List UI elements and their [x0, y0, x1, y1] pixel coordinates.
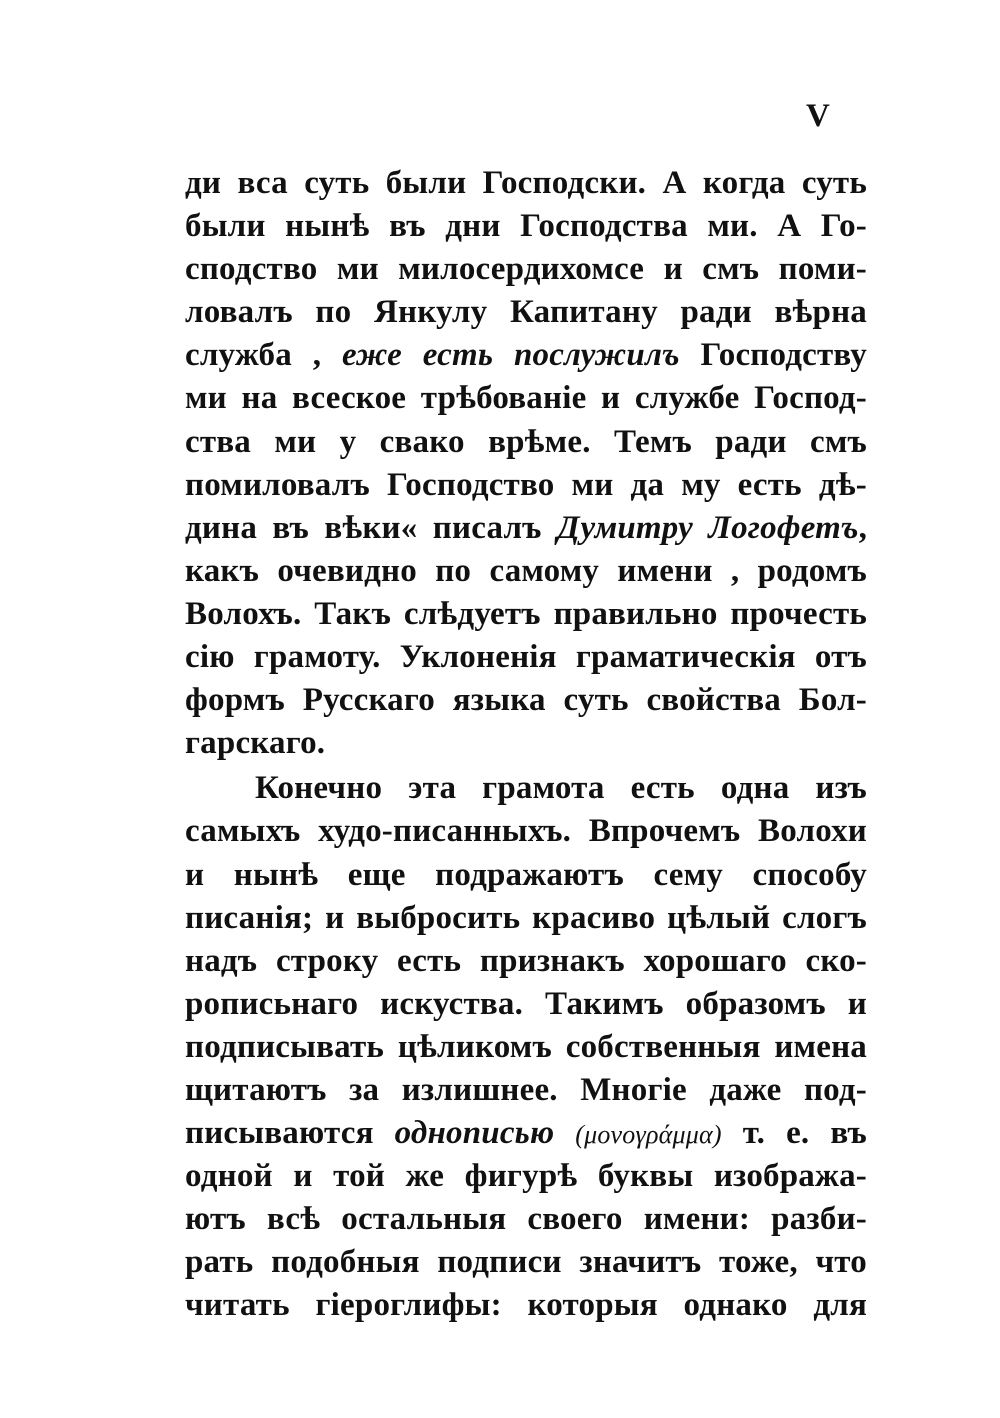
text-line: формъ Русскаго языка суть свойства Бол-	[185, 682, 867, 719]
text-line: служба , еже есть послужилъ Господству	[185, 337, 868, 374]
text-line: надъ строку есть признакъ хорошаго ско-	[185, 942, 867, 979]
text-line: ловалъ по Янкулу Капитану ради вѣрна	[185, 294, 867, 331]
italic-phrase: еже есть послужилъ	[341, 337, 680, 374]
text-line: самыхъ худо-писанныхъ. Впрочемъ Волохи	[185, 813, 867, 850]
paragraph-1	[185, 162, 867, 765]
text-line: одной и той же фигурѣ буквы изобража-	[185, 1158, 867, 1195]
text-line: и нынѣ еще подражаютъ сему способу	[185, 856, 867, 893]
body-text	[185, 162, 867, 1328]
text-line: сподство ми милосердихомсе и смъ поми-	[185, 251, 867, 288]
text-line: щитаютъ за излишнее. Многіе даже под-	[185, 1071, 867, 1108]
text-line: Волохъ. Такъ слѣдуетъ правильно прочесть	[185, 595, 867, 632]
text-line: Конечно эта грамота есть одна изъ	[255, 770, 867, 807]
text-line: подписывать цѣликомъ собственныя имена	[185, 1028, 867, 1065]
text-line: ства ми у свако врѣме. Темъ ради смъ	[185, 423, 867, 460]
text-line: рать подобныя подписи значитъ тоже, что	[185, 1244, 867, 1281]
greek-term: (μονογράμμα)	[575, 1120, 722, 1150]
italic-name: Думитру Логофетъ	[556, 509, 859, 546]
text-line: помиловалъ Господство ми да му есть дѣ-	[185, 466, 867, 503]
text-line: какъ очевидно по самому имени , родомъ	[185, 552, 867, 589]
paragraph-2	[185, 767, 867, 1327]
text-line: ми на всеское трѣбованіе и службе Господ-	[185, 380, 867, 417]
text-line: ди вса суть были Господски. А когда суть	[185, 165, 867, 201]
text-line: рописьнаго искуства. Такимъ образомъ и	[185, 985, 867, 1022]
text-line: читать гіероглифы: которыя однако для	[185, 1287, 867, 1324]
text-line: были нынѣ въ дни Господства ми. А Го-	[185, 208, 867, 245]
text-line: писанія; и выбросить красиво цѣлый слогъ	[185, 899, 867, 936]
text-line: сію грамоту. Уклоненія граматическія отъ	[185, 639, 867, 676]
italic-term: однописью	[394, 1115, 555, 1152]
page-number: V	[806, 98, 830, 134]
text-line: писываются однописью (μονογράμμα) т. е. въ	[185, 1115, 867, 1152]
text-line: гарскаго.	[185, 725, 326, 762]
text-line: ютъ всѣ остальныя своего имени: разби-	[185, 1201, 867, 1238]
text-line: дина въ вѣки« писалъ Думитру Логофетъ,	[185, 509, 868, 546]
